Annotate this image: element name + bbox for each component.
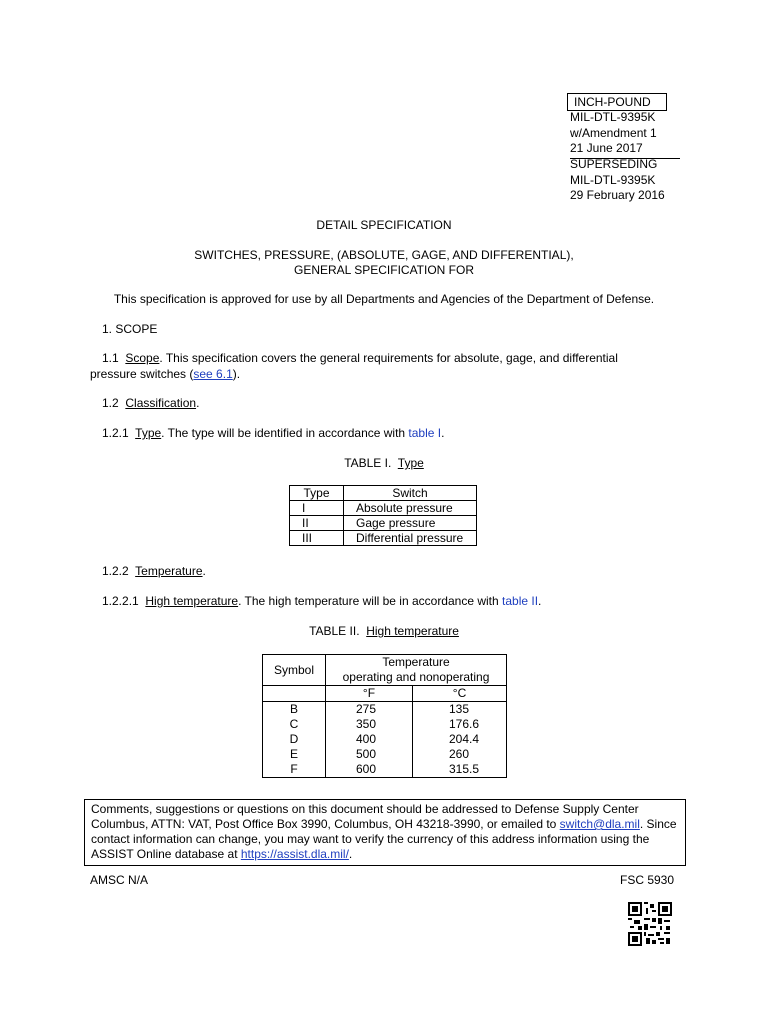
paragraph-text: . This specification covers the general requirements for absolute, gage, and differential — [159, 351, 618, 365]
table-row — [263, 747, 507, 762]
section-1-heading: 1. SCOPE — [102, 322, 158, 336]
table-header-row — [263, 655, 507, 671]
qr-code-icon — [628, 902, 672, 946]
table-row — [290, 531, 477, 546]
unit-fahrenheit: °F — [326, 686, 413, 702]
paragraph-number: 1.1 — [102, 351, 119, 365]
symbol-cell: E — [263, 747, 326, 762]
fsc-label: FSC 5930 — [620, 873, 675, 887]
paragraph-title: Scope — [125, 351, 160, 365]
fahrenheit-cell: 350 — [326, 717, 413, 732]
paragraph-1-1 — [102, 351, 618, 366]
empty-cell — [263, 686, 326, 702]
comments-box — [84, 799, 686, 866]
table-caption-prefix: TABLE I. — [344, 456, 392, 470]
superseded-id: MIL-DTL-9395K — [570, 173, 656, 187]
symbol-cell: D — [263, 732, 326, 747]
celsius-cell: 260 — [413, 747, 507, 762]
paragraph-text: ). — [232, 367, 241, 381]
inch-pound-box — [567, 93, 667, 111]
symbol-cell: C — [263, 717, 326, 732]
paragraph-1-2-2: 1.2.2 Temperature. — [102, 564, 206, 578]
table-row — [290, 501, 477, 516]
paragraph-number: 1.2 — [102, 396, 119, 410]
table-header-row — [290, 486, 477, 501]
table-row — [290, 516, 477, 531]
approval-statement: This specification is approved for use by all Departments and Agencies of the Department of Defense. — [113, 292, 655, 306]
table-2-caption — [0, 624, 768, 639]
paragraph-title: High temperature — [145, 594, 239, 608]
table-1-caption — [0, 456, 768, 471]
fahrenheit-cell: 500 — [326, 747, 413, 762]
celsius-cell: 204.4 — [413, 732, 507, 747]
table-row — [263, 762, 507, 778]
document-id: MIL-DTL-9395K — [570, 110, 656, 124]
high-temperature-table — [262, 654, 507, 778]
table-caption-prefix: TABLE II. — [309, 624, 360, 638]
paragraph-text: pressure switches ( — [90, 367, 194, 381]
paragraph-1-2: 1.2 Classification. — [102, 396, 200, 410]
header-symbol: Symbol — [263, 655, 326, 686]
celsius-cell: 315.5 — [413, 762, 507, 778]
paragraph-1-1-continued — [90, 367, 240, 382]
switch-cell: Differential pressure — [344, 531, 477, 546]
spec-type: DETAIL SPECIFICATION — [316, 218, 452, 232]
see-6-1-link[interactable]: see 6.1 — [193, 367, 233, 381]
paragraph-title: Temperature — [135, 564, 203, 578]
fahrenheit-cell: 600 — [326, 762, 413, 778]
paragraph-text: . The high temperature will be in accordance with — [238, 594, 503, 608]
paragraph-number: 1.2.2 — [102, 564, 129, 578]
unit-row — [263, 686, 507, 702]
comments-text: Comments, suggestions or questions on this document should be addressed to Defense Supply Center Columbus, ATTN: VAT, Post Office Box 3990, Columbus, OH 43218-3990, or emailed to — [91, 802, 639, 831]
switch-cell: Gage pressure — [344, 516, 477, 531]
document-date: 21 June 2017 — [570, 141, 643, 155]
amendment: w/Amendment 1 — [570, 126, 657, 140]
paragraph-1-2-2-1: 1.2.2.1 High temperature. The high temperature will be in accordance with table II. — [102, 594, 542, 608]
title-line-1: SWITCHES, PRESSURE, (ABSOLUTE, GAGE, AND DIFFERENTIAL), — [194, 248, 574, 262]
table-caption-title: High temperature — [366, 624, 459, 638]
table-2-link[interactable]: table II — [502, 594, 539, 608]
fahrenheit-cell: 400 — [326, 732, 413, 747]
assist-link[interactable]: https://assist.dla.mil/ — [240, 847, 349, 861]
table-row — [263, 702, 507, 718]
type-cell: I — [290, 501, 344, 516]
switch-cell: Absolute pressure — [344, 501, 477, 516]
paragraph-text: . The type will be identified in accordance with — [161, 426, 409, 440]
superseding-label: SUPERSEDING — [570, 157, 658, 171]
table-1-link[interactable]: table I — [408, 426, 442, 440]
amsc-label: AMSC N/A — [90, 873, 149, 887]
header-type: Type — [290, 486, 344, 501]
paragraph-title: Classification — [125, 396, 197, 410]
comments-text: . — [348, 847, 353, 861]
paragraph-1-2-1: 1.2.1 Type. The type will be identified in accordance with table I. — [102, 426, 445, 440]
type-cell: III — [290, 531, 344, 546]
inch-pound-label: INCH-POUND — [574, 95, 651, 109]
table-row — [263, 717, 507, 732]
title-line-2: GENERAL SPECIFICATION FOR — [293, 263, 475, 277]
table-row — [263, 732, 507, 747]
type-cell: II — [290, 516, 344, 531]
header-operating: operating and nonoperating — [326, 670, 507, 686]
unit-celsius: °C — [413, 686, 507, 702]
symbol-cell: F — [263, 762, 326, 778]
celsius-cell: 176.6 — [413, 717, 507, 732]
type-table — [289, 485, 477, 546]
fahrenheit-cell: 275 — [326, 702, 413, 718]
superseded-date: 29 February 2016 — [570, 188, 665, 202]
header-switch: Switch — [344, 486, 477, 501]
paragraph-number: 1.2.2.1 — [102, 594, 139, 608]
email-link[interactable]: switch@dla.mil — [559, 817, 640, 831]
header-temperature: Temperature — [326, 655, 507, 671]
paragraph-title: Type — [135, 426, 162, 440]
paragraph-number: 1.2.1 — [102, 426, 129, 440]
celsius-cell: 135 — [413, 702, 507, 718]
symbol-cell: B — [263, 702, 326, 718]
comments-text: . Since contact information can change, you may want to verify the currency of this address information using the ASSIST Online database at — [91, 817, 677, 861]
table-caption-title: Type — [397, 456, 424, 470]
